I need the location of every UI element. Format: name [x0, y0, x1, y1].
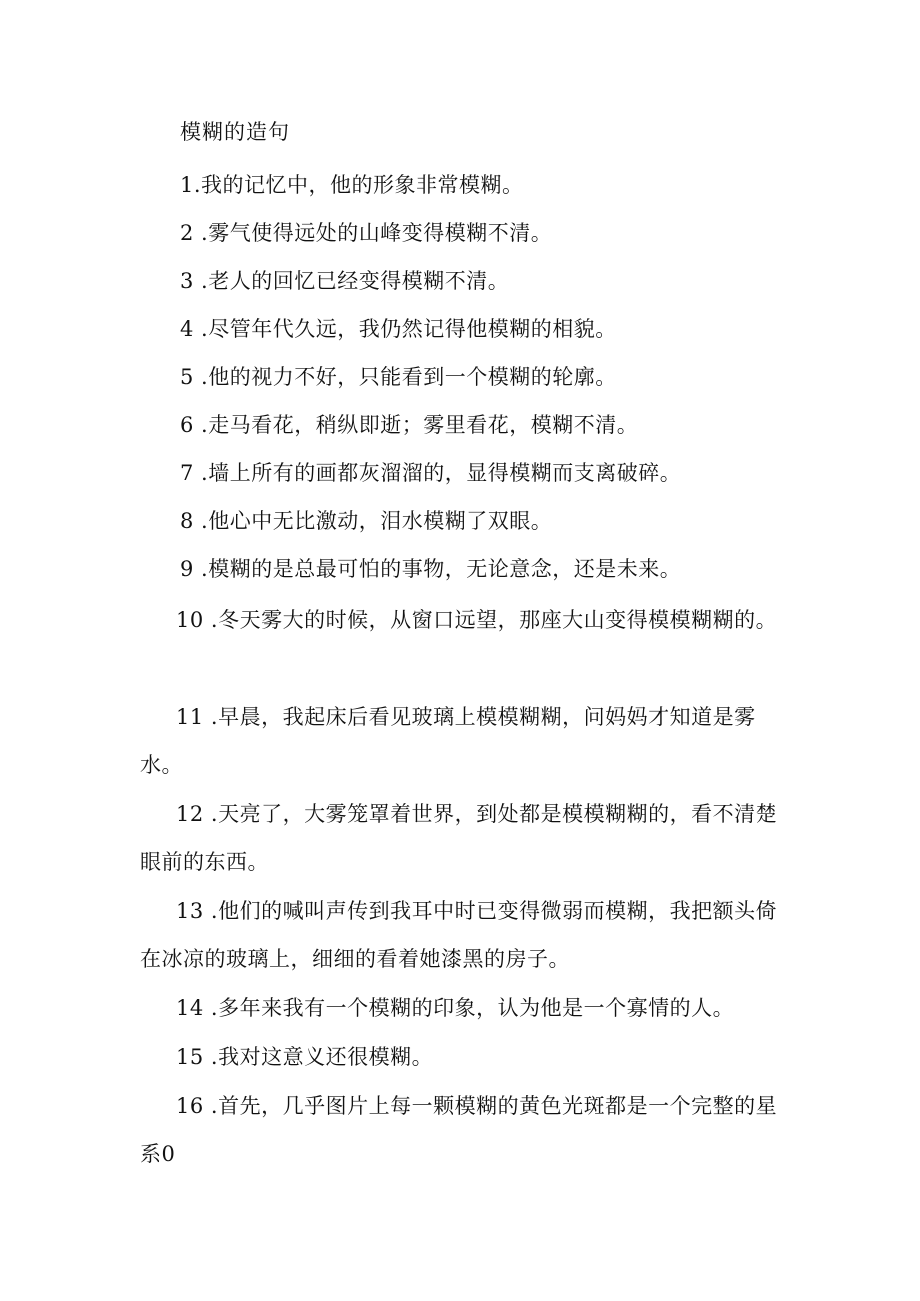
document-title: 模糊的造句 — [180, 120, 290, 144]
sentence-8 — [140, 497, 780, 545]
sentence-5 — [140, 353, 780, 401]
sentence-text: 墙上所有的画都灰溜溜的，显得模糊而支离破碎。 — [208, 461, 682, 485]
sentence-1 — [140, 161, 780, 209]
sentence-15 — [140, 1033, 780, 1081]
sentence-text: 他们的喊叫声传到我耳中时已变得微弱而模糊，我把额头倚在冰凉的玻璃上，细细的看着她漆黑的房子。 — [140, 899, 778, 971]
sentence-12 — [140, 790, 780, 886]
sentence-text: 雾气使得远处的山峰变得模糊不清。 — [208, 221, 553, 245]
sentence-number: 6 . — [180, 413, 209, 437]
sentence-number: 1. — [180, 173, 202, 197]
sentence-text: 早晨，我起床后看见玻璃上模模糊糊，问妈妈才知道是雾水。 — [140, 705, 756, 777]
sentence-text: 老人的回忆已经变得模糊不清。 — [208, 269, 510, 293]
sentence-10 — [140, 596, 780, 644]
sentence-11 — [140, 693, 780, 789]
sentence-text: 冬天雾大的时候，从窗口远望，那座大山变得模模糊糊的。 — [218, 608, 778, 632]
sentence-text: 首先，几乎图片上每一颗模糊的黄色光斑都是一个完整的星系0 — [140, 1094, 778, 1166]
sentence-number: 2 . — [180, 221, 209, 245]
sentence-3 — [140, 257, 780, 305]
sentence-number: 16 . — [176, 1094, 219, 1118]
sentence-6 — [140, 401, 780, 449]
sentence-text: 尽管年代久远，我仍然记得他模糊的相貌。 — [208, 317, 617, 341]
sentence-text: 他心中无比激动，泪水模糊了双眼。 — [208, 509, 553, 533]
sentence-text: 模糊的是总最可怕的事物，无论意念，还是未来。 — [208, 557, 682, 581]
sentence-7 — [140, 449, 780, 497]
sentence-number: 9 . — [180, 557, 209, 581]
sentence-text: 我的记忆中，他的形象非常模糊。 — [201, 173, 524, 197]
sentence-number: 13 . — [176, 899, 219, 923]
sentence-4 — [140, 305, 780, 353]
sentence-number: 14 . — [176, 996, 219, 1020]
sentence-text: 我对这意义还很模糊。 — [218, 1045, 434, 1069]
sentence-text: 他的视力不好，只能看到一个模糊的轮廓。 — [208, 365, 617, 389]
sentence-number: 8 . — [180, 509, 209, 533]
sentence-2 — [140, 209, 780, 257]
sentence-16 — [140, 1082, 780, 1178]
sentence-number: 12 . — [176, 802, 219, 826]
sentence-number: 4 . — [180, 317, 209, 341]
sentence-number: 7 . — [180, 461, 209, 485]
sentence-13 — [140, 887, 780, 983]
sentence-number: 10 . — [176, 608, 219, 632]
sentence-14 — [140, 984, 780, 1032]
sentence-number: 11 . — [176, 705, 219, 729]
sentence-number: 5 . — [180, 365, 209, 389]
sentence-number: 15 . — [176, 1045, 219, 1069]
sentence-text: 多年来我有一个模糊的印象，认为他是一个寡情的人。 — [218, 996, 735, 1020]
sentence-number: 3 . — [180, 269, 209, 293]
sentence-text: 走马看花，稍纵即逝；雾里看花，模糊不清。 — [208, 413, 639, 437]
sentence-9 — [140, 545, 780, 593]
sentence-text: 天亮了，大雾笼罩着世界，到处都是模模糊糊的，看不清楚眼前的东西。 — [140, 802, 778, 874]
